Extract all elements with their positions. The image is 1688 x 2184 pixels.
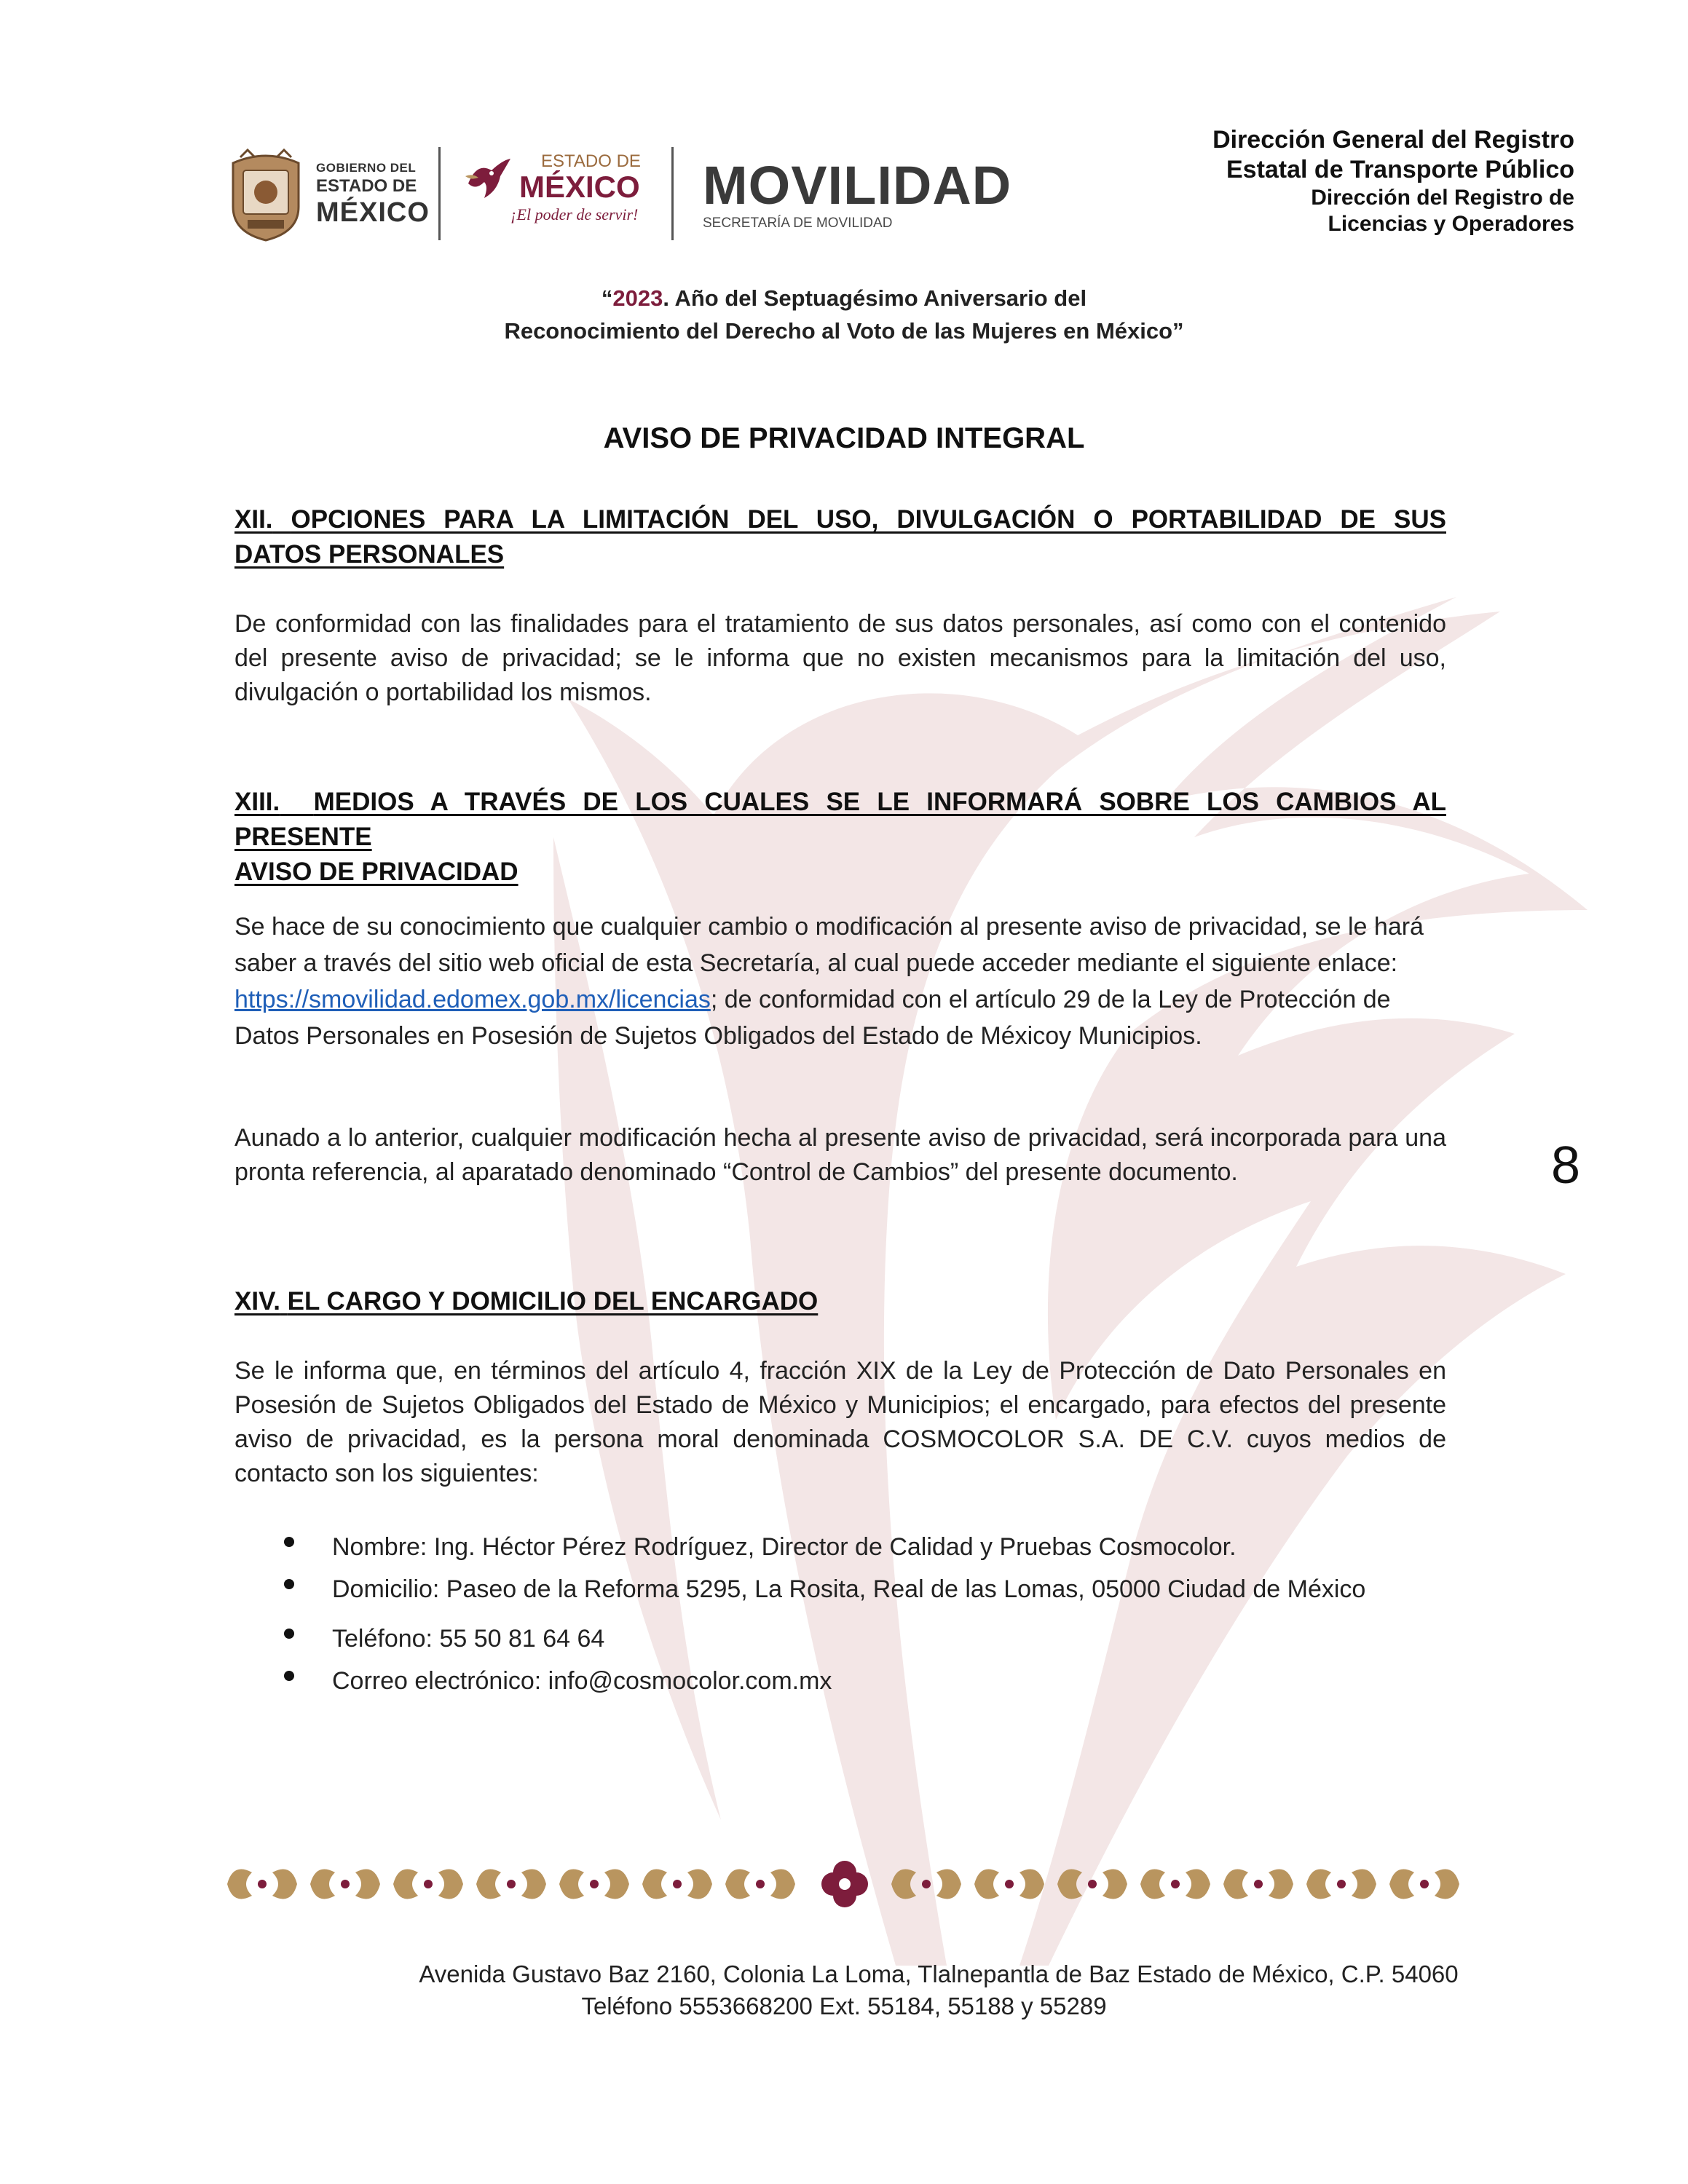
border-motif	[1389, 1870, 1459, 1899]
section-12-heading-line2: DATOS PERSONALES	[234, 540, 505, 569]
motto-line2: Reconocimiento del Derecho al Voto de las Mujeres en México”	[504, 317, 1184, 344]
border-motif	[891, 1870, 961, 1899]
border-motif	[974, 1870, 1044, 1899]
section-13-numeral: XIII.	[234, 788, 280, 816]
border-motif	[227, 1870, 297, 1899]
section-12-numeral: XII.	[234, 505, 273, 534]
movilidad-name: MOVILIDAD	[703, 155, 1012, 215]
section-13-body-1-tail: ; de conformidad con el artículo 29 de la Ley de Protección de Datos Personales en Posesión de Sujetos Obligados del Estado de Méxicoy Municipios.	[234, 986, 1391, 1050]
footer-phone: Teléfono 5553668200 Ext. 55184, 55188 y 55289	[581, 1993, 1107, 2019]
section-12-heading-text: OPCIONES PARA LA LIMITACIÓN DEL USO, DIVULGACIÓN O PORTABILIDAD DE SUS	[291, 505, 1446, 534]
estado-tagline: ¡El poder de servir!	[510, 205, 639, 223]
section-13-body-2: Aunado a lo anterior, cualquier modificación hecha al presente aviso de privacidad, será incorporada para una pronta referencia, al aparatado denominado “Control de Cambios” del presente documento.	[234, 1124, 1446, 1186]
estado-wordmark	[506, 153, 641, 223]
direccion-line4: Licencias y Operadores	[1328, 211, 1574, 236]
section-12-body: De conformidad con las finalidades para el tratamiento de sus datos personales, así como con el contenido del presente aviso de privacidad; se le informa que no existen mecanismos para la limitación del uso, divulgación o portabilidad los mismos.	[234, 610, 1446, 706]
list-item: Nombre: Ing. Héctor Pérez Rodríguez, Director de Calidad y Pruebas Cosmocolor.	[234, 1526, 1472, 1568]
border-motif	[725, 1870, 795, 1899]
border-motif	[1223, 1870, 1293, 1899]
estado-line2: MÉXICO	[519, 170, 640, 204]
page-title: AVISO DE PRIVACIDAD INTEGRAL	[603, 422, 1085, 454]
border-motif	[1140, 1870, 1210, 1899]
section-13-heading	[234, 785, 1446, 890]
list-item: Domicilio: Paseo de la Reforma 5295, La Rosita, Real de las Lomas, 05000 Ciudad de México	[234, 1568, 1472, 1610]
section-12-heading-line1	[234, 502, 1446, 537]
border-motif	[476, 1870, 546, 1899]
section-12-heading	[234, 502, 1446, 572]
section-13-heading-line2: AVISO DE PRIVACIDAD	[234, 858, 518, 886]
gobierno-line1: GOBIERNO DEL	[316, 161, 417, 175]
border-motif	[1057, 1870, 1127, 1899]
section-13-body-1-text: Se hace de su conocimiento que cualquier cambio o modificación al presente aviso de privacidad, se le hará saber a través del sitio web oficial de esta Secretaría, al cual puede acceder mediante el siguiente enlace:	[234, 913, 1424, 977]
contact-list	[234, 1526, 1472, 1702]
list-item: Correo electrónico: info@cosmocolor.com.mx	[234, 1660, 1472, 1702]
estado-line1: ESTADO DE	[541, 151, 641, 171]
section-13-heading-text: MEDIOS A TRAVÉS DE LOS CUALES SE LE INFORMARÁ SOBRE LOS CAMBIOS AL PRESENTE	[234, 788, 1446, 851]
section-14-heading-text: EL CARGO Y DOMICILIO DEL ENCARGADO	[287, 1287, 819, 1315]
section-14-numeral: XIV.	[234, 1287, 280, 1315]
direccion-line1: Dirección General del Registro	[1212, 126, 1574, 154]
section-13-heading-line1	[234, 785, 1446, 855]
border-motif	[310, 1870, 380, 1899]
motto	[0, 282, 1688, 348]
gobierno-line2: ESTADO DE	[316, 176, 417, 196]
border-motif	[642, 1870, 712, 1899]
motto-line1	[0, 282, 1688, 315]
movilidad-wordmark	[703, 155, 1012, 232]
licencias-link[interactable]: https://smovilidad.edomex.gob.mx/licencias	[234, 986, 711, 1013]
page-number: 8	[1550, 1136, 1580, 1195]
header-logos	[226, 143, 1027, 245]
state-seal-icon	[226, 149, 306, 242]
gobierno-line3: MÉXICO	[316, 197, 430, 228]
footer	[0, 1958, 1688, 2022]
ornamental-border-icon	[218, 1855, 1471, 1913]
section-14-heading	[234, 1284, 1446, 1319]
footer-address: Avenida Gustavo Baz 2160, Colonia La Loma, Tlalnepantla de Baz Estado de México, C.P. 54060	[419, 1961, 1459, 1987]
divider	[671, 147, 674, 240]
border-motif	[393, 1870, 463, 1899]
direccion-block	[1212, 125, 1574, 237]
direccion-line3: Dirección del Registro de	[1311, 185, 1574, 210]
section-13-body-1	[234, 909, 1461, 1054]
section-14-body: Se le informa que, en términos del artículo 4, fracción XIX de la Ley de Protección de Dato Personales en Posesión de Sujetos Obligados del Estado de México y Municipios; el encargado, para efectos del presente aviso de privacidad, es la persona moral denominada COSMOCOLOR S.A. DE C.V. cuyos medios de contacto son los siguientes:	[234, 1357, 1446, 1487]
motto-line1-rest: . Año del Septuagésimo Aniversario del	[663, 285, 1087, 311]
movilidad-sub: SECRETARÍA DE MOVILIDAD	[703, 215, 893, 231]
border-motif	[559, 1870, 629, 1899]
motto-year: 2023	[612, 285, 663, 311]
border-motif	[1306, 1870, 1376, 1899]
motto-open-quote: “	[601, 285, 613, 311]
list-item: Teléfono: 55 50 81 64 64	[234, 1618, 1472, 1660]
direccion-line2: Estatal de Transporte Público	[1226, 155, 1574, 183]
border-center-flower	[821, 1861, 868, 1907]
divider	[438, 147, 441, 240]
gobierno-wordmark	[316, 162, 430, 226]
